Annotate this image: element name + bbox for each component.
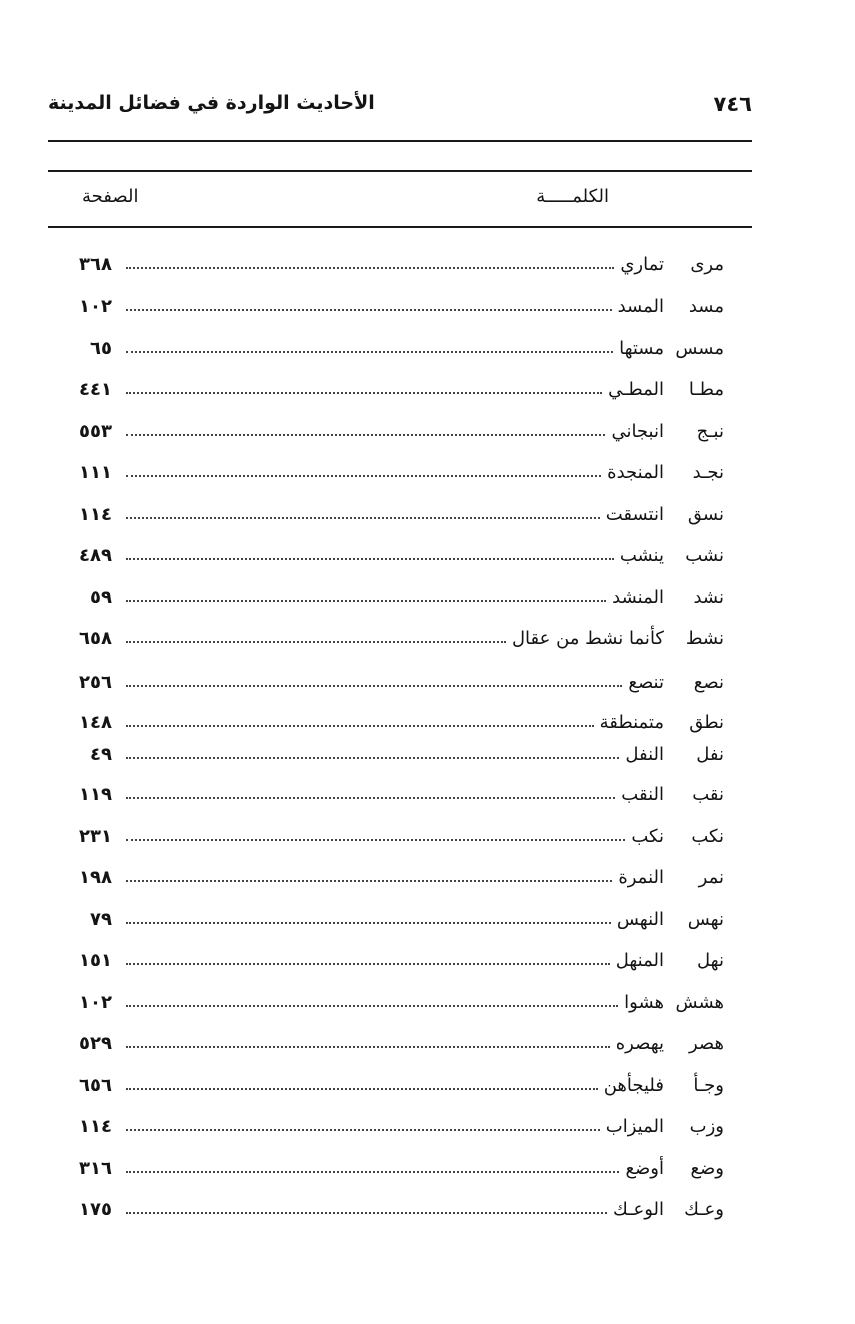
index-entry <box>48 375 752 411</box>
index-entry <box>48 541 752 577</box>
dot-leader <box>126 1129 600 1131</box>
entry-page-number: ٦٥ <box>90 338 112 359</box>
entry-word: نكب <box>631 826 664 847</box>
entry-word: متمنطقة <box>599 712 664 733</box>
entry-word: ينشب <box>619 545 664 566</box>
book-title: الأحاديث الواردة في فضائل المدينة <box>48 92 375 114</box>
entry-root: نمر <box>698 867 724 888</box>
dot-leader <box>126 641 506 643</box>
entry-root: وزب <box>689 1116 724 1137</box>
entry-root: نصع <box>693 672 724 693</box>
entry-root: مسد <box>688 296 724 317</box>
dot-leader <box>126 267 614 269</box>
entry-word: انتسقت <box>605 504 664 525</box>
entry-root: نطق <box>689 712 724 733</box>
entry-root: نهس <box>687 909 724 930</box>
entry-page-number: ١٥١ <box>79 950 112 971</box>
index-entry <box>48 292 752 328</box>
index-entry <box>48 1154 752 1190</box>
index-entry <box>48 822 752 858</box>
entry-root: نقب <box>692 784 724 805</box>
dot-leader <box>126 1046 610 1048</box>
dot-leader <box>126 685 622 687</box>
index-entry <box>48 905 752 941</box>
entry-page-number: ١٩٨ <box>79 867 112 888</box>
dot-leader <box>126 1088 598 1090</box>
dot-leader <box>126 963 610 965</box>
index-entry <box>48 417 752 453</box>
column-header-word: الكلمـــــة <box>536 186 609 207</box>
entry-word: النهس <box>616 909 664 930</box>
dot-leader <box>126 558 614 560</box>
index-entry <box>48 458 752 494</box>
entry-word: انبجاني <box>611 421 664 442</box>
dot-leader <box>126 880 612 882</box>
dot-leader <box>126 1171 619 1173</box>
index-entry <box>48 780 752 816</box>
entry-root: هشش <box>675 992 724 1013</box>
entry-word: الوعـك <box>613 1199 664 1220</box>
entry-word: كأنما نشط من عقال <box>511 628 664 649</box>
index-entry <box>48 1195 752 1231</box>
dot-leader <box>126 475 601 477</box>
entry-page-number: ١١٤ <box>79 1116 112 1137</box>
dot-leader <box>126 1005 618 1007</box>
entry-page-number: ٤٤١ <box>79 379 112 400</box>
entry-root: هصر <box>688 1033 724 1054</box>
entry-page-number: ١١٤ <box>79 504 112 525</box>
entry-page-number: ٥٥٣ <box>79 421 112 442</box>
index-entry <box>48 988 752 1024</box>
entry-page-number: ١٠٢ <box>79 296 112 317</box>
entry-page-number: ٤٩ <box>90 744 112 765</box>
entry-word: المطـي <box>608 379 664 400</box>
entry-page-number: ٤٨٩ <box>79 545 112 566</box>
entry-root: نشد <box>693 587 724 608</box>
column-header-page: الصفحة <box>82 186 139 207</box>
running-head <box>48 92 752 122</box>
dot-leader <box>126 392 602 394</box>
entry-page-number: ١١١ <box>79 462 112 483</box>
entry-root: نكب <box>691 826 724 847</box>
entry-word: النمرة <box>618 867 664 888</box>
entry-page-number: ٣١٦ <box>79 1158 112 1179</box>
page-number: ٧٤٦ <box>713 92 752 116</box>
entry-word: النفل <box>625 744 664 765</box>
table-top-rule <box>48 170 752 172</box>
dot-leader <box>126 757 619 759</box>
dot-leader <box>126 517 600 519</box>
entry-word: يهصره <box>615 1033 664 1054</box>
dot-leader <box>126 839 625 841</box>
entry-word: المنهل <box>615 950 664 971</box>
index-entry <box>48 583 752 619</box>
entry-page-number: ٦٥٨ <box>79 628 112 649</box>
entry-page-number: ٥٩ <box>90 587 112 608</box>
entry-page-number: ١٧٥ <box>79 1199 112 1220</box>
index-entry <box>48 500 752 536</box>
entry-root: وجـأ <box>693 1075 724 1096</box>
entry-root: مرى <box>690 254 724 275</box>
entry-word: تنصع <box>628 672 664 693</box>
entry-page-number: ١٤٨ <box>79 712 112 733</box>
index-entry <box>48 624 752 660</box>
dot-leader <box>126 1212 607 1214</box>
dot-leader <box>126 922 611 924</box>
dot-leader <box>126 725 594 727</box>
entry-root: نفل <box>696 744 724 765</box>
index-entry <box>48 946 752 982</box>
entry-root: نشط <box>685 628 724 649</box>
entry-root: نبـج <box>696 421 724 442</box>
entry-page-number: ٣٦٨ <box>79 254 112 275</box>
entry-word: تماري <box>620 254 664 275</box>
entry-root: نهل <box>697 950 724 971</box>
entry-root: وضع <box>690 1158 724 1179</box>
entry-word: المنجدة <box>607 462 664 483</box>
entry-word: فليجأهن <box>603 1075 664 1096</box>
entry-word: أوضع <box>625 1158 664 1179</box>
entry-word: مستها <box>619 338 664 359</box>
entry-word: المسد <box>617 296 664 317</box>
entry-word: هشوا <box>624 992 664 1013</box>
entry-word: النقب <box>621 784 664 805</box>
entry-root: نجـد <box>692 462 724 483</box>
entry-root: نشب <box>685 545 724 566</box>
entry-root: مطـا <box>688 379 724 400</box>
entry-page-number: ١٠٢ <box>79 992 112 1013</box>
index-entry <box>48 740 752 776</box>
index-entry <box>48 708 752 744</box>
dot-leader <box>126 351 613 353</box>
entry-root: نسق <box>687 504 724 525</box>
dot-leader <box>126 797 615 799</box>
dot-leader <box>126 434 605 436</box>
header-rule <box>48 140 752 142</box>
index-entry <box>48 1029 752 1065</box>
dot-leader <box>126 309 612 311</box>
entry-page-number: ١١٩ <box>79 784 112 805</box>
entry-page-number: ٢٣١ <box>79 826 112 847</box>
index-entry <box>48 1071 752 1107</box>
entry-page-number: ٦٥٦ <box>79 1075 112 1096</box>
entry-page-number: ٥٢٩ <box>79 1033 112 1054</box>
entry-page-number: ٢٥٦ <box>79 672 112 693</box>
table-header-rule <box>48 226 752 228</box>
entry-root: وعـك <box>684 1199 724 1220</box>
entry-word: الميزاب <box>605 1116 664 1137</box>
entry-page-number: ٧٩ <box>90 909 112 930</box>
index-entry <box>48 863 752 899</box>
index-entry <box>48 334 752 370</box>
entry-word: المنشد <box>612 587 664 608</box>
index-entry <box>48 668 752 704</box>
index-entry <box>48 1112 752 1148</box>
index-entry <box>48 250 752 286</box>
entry-root: مسس <box>675 338 724 359</box>
dot-leader <box>126 600 606 602</box>
